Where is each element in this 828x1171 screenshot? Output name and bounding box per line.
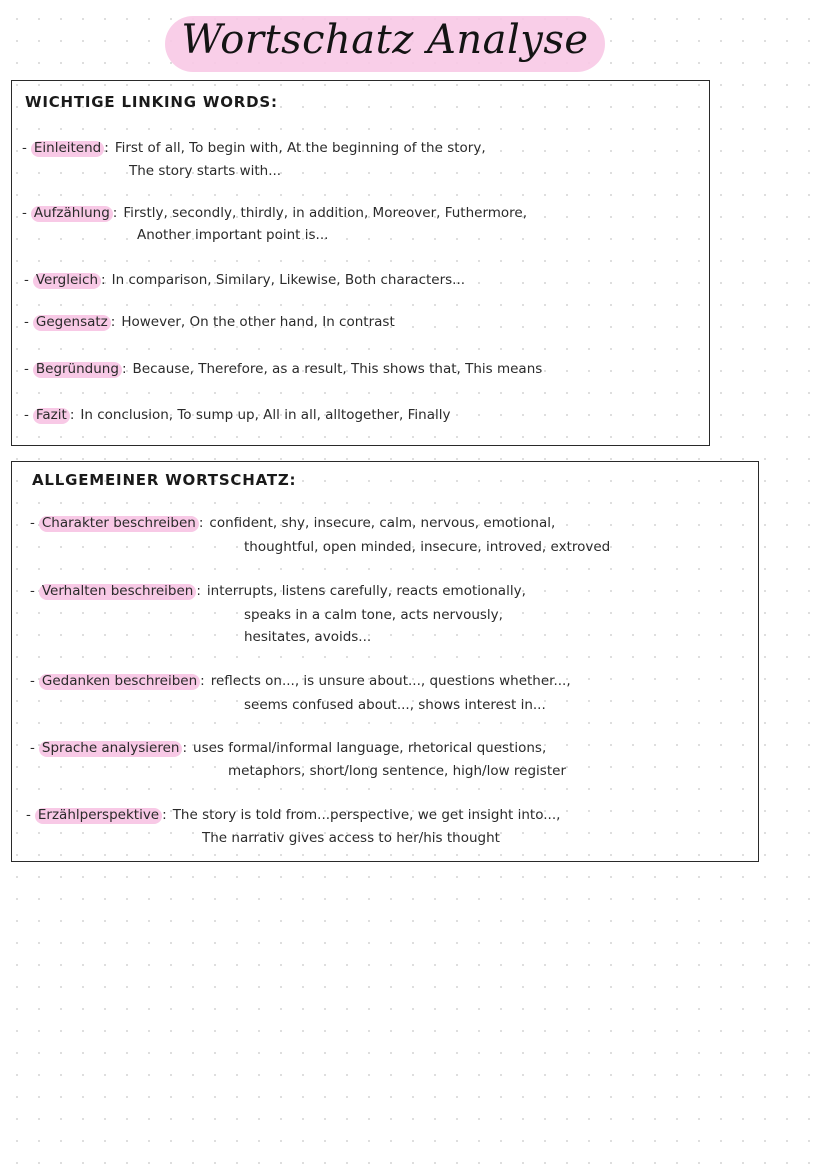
entry-text: Firstly, secondly, thirdly, in addition, Moreover, Futhermore, [123,205,528,221]
entry-dash: - [24,361,29,377]
entry-text: In conclusion, To sump up, All in all, alltogether, Finally [80,407,451,423]
entry-dash: - [30,583,35,599]
entry-dash: - [30,740,35,756]
entry-text: interrupts, listens carefully, reacts emotionally, [206,583,526,599]
linking-entry-gegensatz: - Gegensatz : However, On the other hand, In contrast [24,311,395,333]
linking-entry-einleitend-line2: The story starts with... [129,163,282,179]
entry-dash: - [26,807,31,823]
vocab-entry-charakter: - Charakter beschreiben : confident, shy, insecure, calm, nervous, emotional, [30,512,555,534]
vocabulary-box [11,461,759,862]
linking-entry-aufzaehlung: - Aufzählung : Firstly, secondly, thirdly, in addition, Moreover, Futhermore, [22,202,527,224]
entry-label: Vergleich [33,269,101,291]
vocab-entry-charakter-line2: thoughtful, open minded, insecure, introved, extroved [244,539,611,555]
entry-label: Gedanken beschreiben [39,670,200,692]
entry-label: Verhalten beschreiben [39,580,196,602]
entry-label: Aufzählung [31,202,113,224]
page-title-container [165,8,605,72]
vocab-entry-gedanken: - Gedanken beschreiben : reflects on..., is unsure about..., questions whether..., [30,670,571,692]
entry-dash: - [24,272,29,288]
vocab-entry-erzaehlperspektive: - Erzählperspektive : The story is told from...perspective, we get insight into..., [26,804,560,826]
entry-dash: - [22,205,27,221]
vocab-entry-verhalten-line3: hesitates, avoids... [244,629,372,645]
vocabulary-heading: ALLGEMEINER WORTSCHATZ: [32,471,297,489]
entry-dash: - [30,515,35,531]
entry-text: Because, Therefore, as a result, This shows that, This means [132,361,543,377]
entry-label: Erzählperspektive [35,804,162,826]
vocab-entry-verhalten: - Verhalten beschreiben : interrupts, listens carefully, reacts emotionally, [30,580,526,602]
linking-entry-begruendung: - Begründung : Because, Therefore, as a result, This shows that, This means [24,358,542,380]
linking-entry-einleitend: - Einleitend : First of all, To begin with, At the beginning of the story, [22,137,486,159]
entry-dash: - [24,314,29,330]
entry-text: First of all, To begin with, At the beginning of the story, [114,140,486,156]
vocab-entry-sprache-line2: metaphors, short/long sentence, high/low register [228,763,566,779]
entry-label: Einleitend [31,137,104,159]
entry-text: reflects on..., is unsure about..., questions whether..., [210,673,571,689]
entry-dash: - [22,140,27,156]
linking-words-box [11,80,710,446]
entry-text: In comparison, Similary, Likewise, Both characters... [111,272,466,288]
entry-text: uses formal/informal language, rhetorical questions, [193,740,547,756]
linking-words-heading: WICHTIGE LINKING WORDS: [25,93,278,111]
vocab-entry-gedanken-line2: seems confused about..., shows interest in... [244,697,546,713]
vocab-entry-erzaehlperspektive-line2: The narrativ gives access to her/his thought [202,830,500,846]
entry-text: confident, shy, insecure, calm, nervous, emotional, [209,515,556,531]
entry-label: Charakter beschreiben [39,512,199,534]
linking-entry-vergleich: - Vergleich : In comparison, Similary, Likewise, Both characters... [24,269,465,291]
entry-text: However, On the other hand, In contrast [121,314,395,330]
entry-dash: - [30,673,35,689]
entry-label: Fazit [33,404,70,426]
entry-dash: - [24,407,29,423]
vocab-entry-verhalten-line2: speaks in a calm tone, acts nervously, [244,607,503,623]
entry-label: Begründung [33,358,122,380]
page-title: Wortschatz Analyse [181,17,589,63]
entry-label: Sprache analysieren [39,737,183,759]
entry-text: The story is told from...perspective, we get insight into..., [172,807,561,823]
vocab-entry-sprache: - Sprache analysieren : uses formal/informal language, rhetorical questions, [30,737,546,759]
entry-label: Gegensatz [33,311,111,333]
linking-entry-fazit: - Fazit : In conclusion, To sump up, All in all, alltogether, Finally [24,404,451,426]
linking-entry-aufzaehlung-line2: Another important point is... [137,227,329,243]
